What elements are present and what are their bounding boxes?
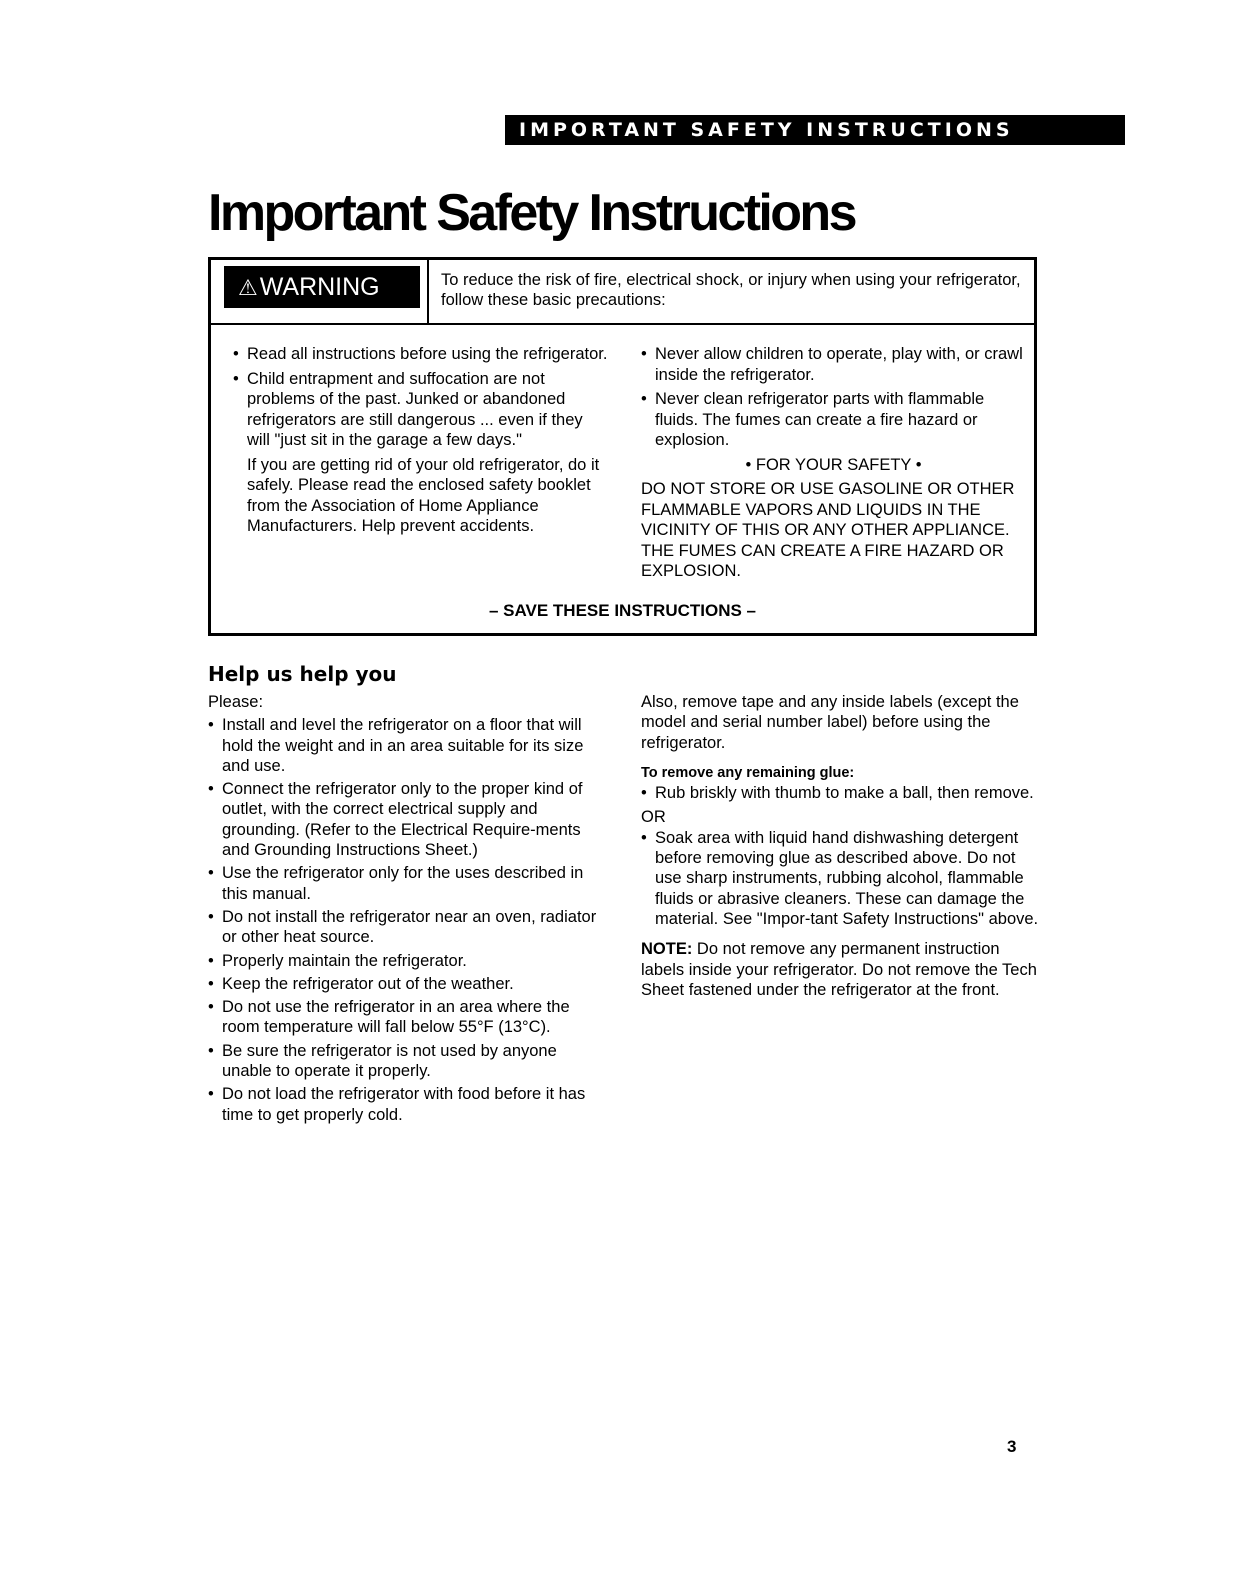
note-label: NOTE: <box>641 940 693 959</box>
for-your-safety-heading: • FOR YOUR SAFETY • <box>745 455 922 474</box>
glue-method-item: • Rub briskly with thumb to make a ball, then remove. <box>641 783 1041 803</box>
warning-item: • Never allow children to operate, play with, or crawl inside the refrigerator. <box>641 344 1026 385</box>
warning-intro: To reduce the risk of fire, electrical shock, or injury when using your refrigerator, follow these basic precautions: <box>441 271 1021 309</box>
warning-right-column <box>641 344 1026 582</box>
warning-label-text: WARNING <box>259 273 380 301</box>
warning-label <box>224 266 420 308</box>
glue-method-item: • Soak area with liquid hand dishwashing detergent before removing glue as described above. Do not use sharp instruments, rubbing alcohol, flammable fluids or abrasive cleaners. These can damage the material. See "Impor-tant Safety Instructions" above. <box>641 828 1041 929</box>
note-paragraph <box>641 939 1041 1000</box>
note-text: Do not remove any permanent instruction labels inside your refrigerator. Do not remove the Tech Sheet fastened under the refrigerator at the front. <box>641 940 1037 999</box>
glue-removal-heading: To remove any remaining glue: <box>641 764 855 781</box>
warning-header-row <box>211 260 1034 325</box>
help-list-item: • Connect the refrigerator only to the proper kind of outlet, with the correct electrical supply and grounding. (Refer to the Electrical Require-ments and Grounding Instructions Sheet.) <box>208 779 608 860</box>
page-number: 3 <box>1007 1437 1017 1456</box>
help-list-item: • Do not install the refrigerator near an oven, radiator or other heat source. <box>208 907 608 948</box>
help-list-item: • Install and level the refrigerator on a floor that will hold the weight and in an area suitable for its size and use. <box>208 715 608 776</box>
section-header-banner: IMPORTANT SAFETY INSTRUCTIONS <box>505 115 1125 145</box>
help-list-item: • Do not load the refrigerator with food before it has time to get properly cold. <box>208 1084 608 1125</box>
help-section-heading: Help us help you <box>208 662 397 686</box>
warning-item: • Never clean refrigerator parts with flammable fluids. The fumes can create a fire hazard or explosion. <box>641 389 1026 451</box>
warning-left-column <box>233 344 608 537</box>
help-list-item: • Properly maintain the refrigerator. <box>208 951 608 971</box>
warning-item-continuation: If you are getting rid of your old refrigerator, do it safely. Please read the enclosed safety booklet from the Association of Home Appliance Manufacturers. Help prevent accidents. <box>247 455 600 535</box>
or-separator: OR <box>641 808 666 827</box>
warning-box <box>208 257 1037 636</box>
gasoline-warning: DO NOT STORE OR USE GASOLINE OR OTHER FLAMMABLE VAPORS AND LIQUIDS IN THE VICINITY OF THIS OR ANY OTHER APPLIANCE. THE FUMES CAN CREATE A FIRE HAZARD OR EXPLOSION. <box>641 480 1015 580</box>
help-right-column <box>641 692 1041 1000</box>
please-label: Please: <box>208 693 264 711</box>
help-list-item: • Be sure the refrigerator is not used by anyone unable to operate it properly. <box>208 1041 608 1082</box>
warning-divider <box>427 260 429 323</box>
help-list-item: • Keep the refrigerator out of the weather. <box>208 974 608 994</box>
help-list-item: • Do not use the refrigerator in an area where the room temperature will fall below 55°F (13°C). <box>208 997 608 1038</box>
save-instructions-line: – SAVE THESE INSTRUCTIONS – <box>488 601 756 620</box>
help-left-column <box>208 692 608 1128</box>
page-title: Important Safety Instructions <box>208 184 855 242</box>
remove-labels-paragraph: Also, remove tape and any inside labels (except the model and serial number label) before using the refrigerator. <box>641 693 1019 752</box>
warning-item: • Child entrapment and suffocation are not problems of the past. Junked or abandoned refrigerators are still dangerous ... even if they will "just sit in the garage a few days." <box>233 369 608 451</box>
help-list-item: • Use the refrigerator only for the uses described in this manual. <box>208 863 608 904</box>
warning-triangle-icon: ⚠ <box>238 275 258 300</box>
warning-item: • Read all instructions before using the refrigerator. <box>233 344 608 365</box>
